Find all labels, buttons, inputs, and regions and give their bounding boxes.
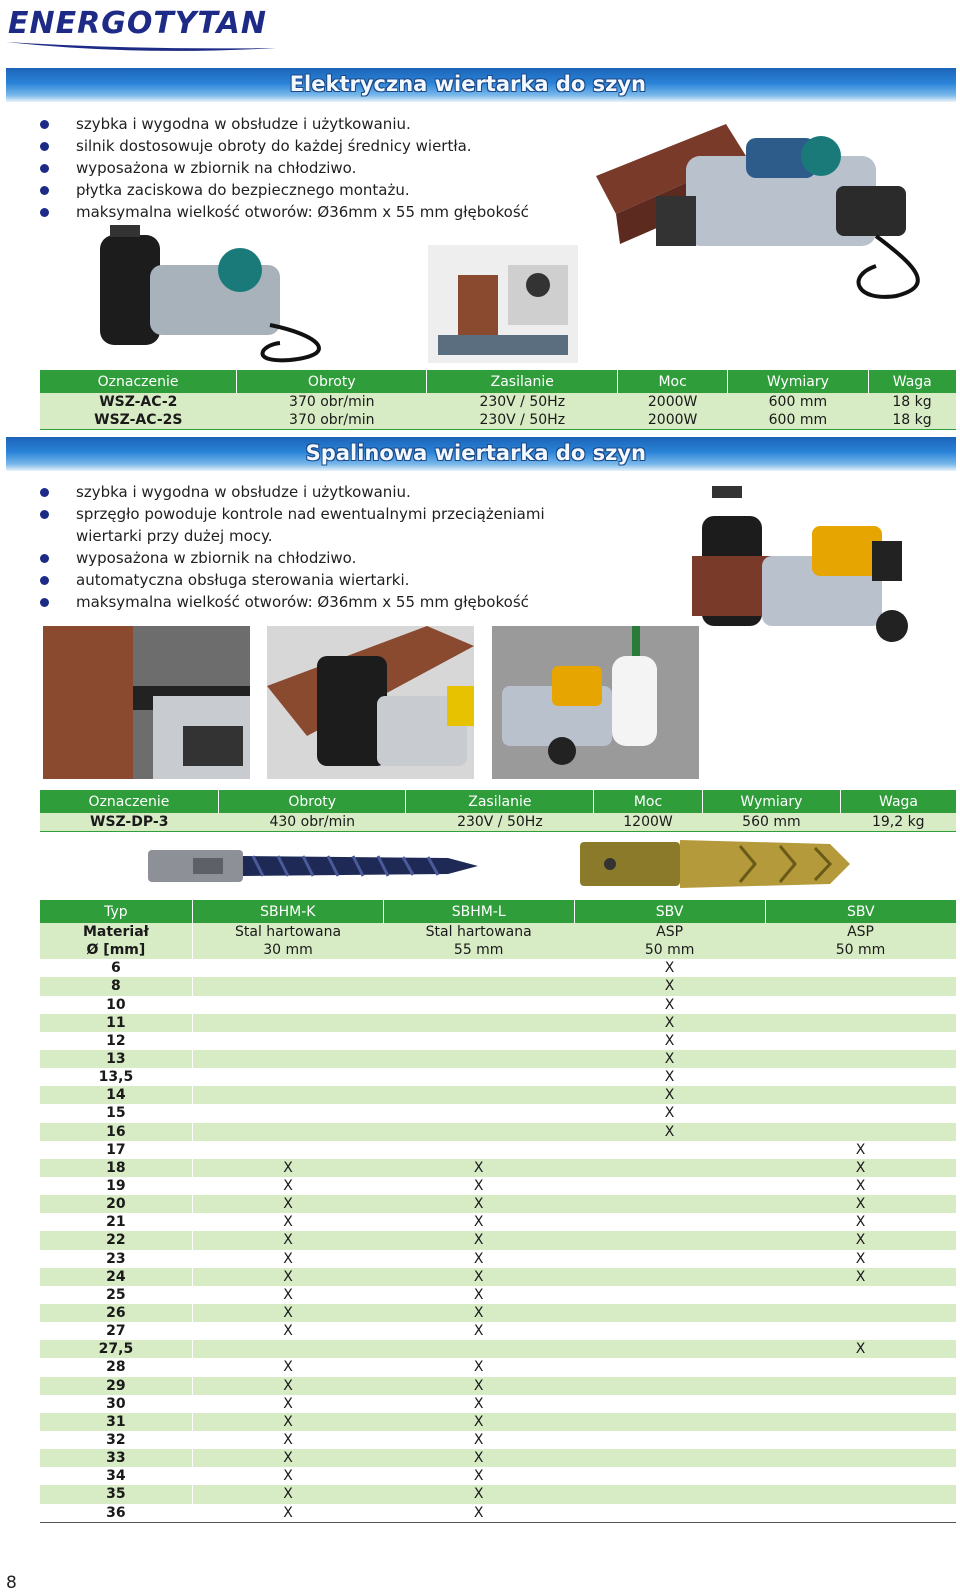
electric-drill-photo [596,116,941,302]
table-row [40,1068,956,1086]
diameter-cell: 30 [40,1395,192,1413]
column-header: SBV [574,900,765,923]
availability-cell [765,1050,956,1068]
section-title: Spalinowa wiertarka do szyn [305,441,646,465]
diameter-cell: 10 [40,996,192,1014]
availability-cell [383,1032,574,1050]
bullet-icon [40,164,49,173]
availability-cell [574,1159,765,1177]
availability-cell [574,1304,765,1322]
availability-cell: X [192,1377,383,1395]
table-row: Ø [mm] 30 mm 55 mm 50 mm 50 mm [40,941,956,959]
list-item: szybka i wygodna w obsłudze i użytkowaniu. [40,113,529,135]
diameter-cell: 27 [40,1322,192,1340]
diameter-cell: 31 [40,1413,192,1431]
list-item: automatyczna obsługa sterowania wiertarki. [40,569,545,591]
availability-cell [574,1322,765,1340]
table-row [40,1159,956,1177]
table-row [40,1050,956,1068]
drill-with-coolant-tank-photo [492,626,699,779]
availability-cell [192,1340,383,1358]
feature-list-combustion [40,481,545,613]
availability-cell: X [192,1395,383,1413]
table-row [40,1032,956,1050]
availability-cell [574,1177,765,1195]
availability-cell [192,1104,383,1122]
table-row [40,1395,956,1413]
availability-cell: X [192,1431,383,1449]
diameter-cell: 19 [40,1177,192,1195]
diameter-cell: 6 [40,959,192,977]
table-row [40,1377,956,1395]
section-banner-electric [6,68,956,102]
availability-cell: X [383,1304,574,1322]
bullet-icon [40,120,49,129]
availability-cell [574,1377,765,1395]
availability-cell: X [383,1231,574,1249]
list-item: płytka zaciskowa do bezpiecznego montażu. [40,179,529,201]
availability-cell: X [383,1485,574,1503]
table-row: WSZ-AC-2 370 obr/min 230V / 50Hz 2000W 600 mm 18 kg [40,393,956,411]
availability-cell: X [765,1268,956,1286]
table-row [40,1177,956,1195]
table-row: WSZ-AC-2S 370 obr/min 230V / 50Hz 2000W 600 mm 18 kg [40,411,956,430]
bullet-icon [40,510,49,519]
availability-cell: X [574,1104,765,1122]
table-row [40,1304,956,1322]
drill-on-rail-photo [267,626,474,779]
availability-cell [192,1014,383,1032]
availability-cell: X [383,1195,574,1213]
column-header: Obroty [237,370,427,393]
availability-cell [574,1431,765,1449]
availability-cell [765,1358,956,1376]
availability-cell [765,1413,956,1431]
diameter-cell: 20 [40,1195,192,1213]
availability-cell [574,1485,765,1503]
table-row [40,1250,956,1268]
availability-cell: X [765,1159,956,1177]
diameter-cell: 33 [40,1449,192,1467]
availability-cell [192,1086,383,1104]
diameter-cell: 35 [40,1485,192,1503]
diameter-cell: 12 [40,1032,192,1050]
diameter-cell: 29 [40,1377,192,1395]
list-item: maksymalna wielkość otworów: Ø36mm x 55 mm głębokość [40,201,529,223]
availability-cell: X [574,959,765,977]
diameter-cell: 24 [40,1268,192,1286]
diameter-cell: 14 [40,1086,192,1104]
availability-cell [574,1504,765,1523]
availability-cell: X [383,1413,574,1431]
diameter-cell: 34 [40,1467,192,1485]
table-row [40,996,956,1014]
bullet-icon [40,142,49,151]
list-item: wyposażona w zbiornik na chłodziwo. [40,157,529,179]
table-row: Materiał Stal hartowana Stal hartowana ASP ASP [40,923,956,941]
availability-cell [765,1304,956,1322]
table-row [40,1014,956,1032]
combustion-drill-photo [692,486,944,656]
drill-bits-table [40,900,956,1523]
column-header: SBV [765,900,956,923]
availability-cell: X [383,1268,574,1286]
availability-cell: X [765,1231,956,1249]
core-drill-bit-image [580,836,858,892]
availability-cell [383,1123,574,1141]
table-row [40,1086,956,1104]
availability-cell: X [765,1195,956,1213]
availability-cell [192,1123,383,1141]
brand-logo: ENERGOTYTAN [8,6,267,41]
availability-cell [383,1068,574,1086]
availability-cell [574,1358,765,1376]
table-row [40,1467,956,1485]
feature-list-electric [40,113,529,223]
column-header: SBHM-L [383,900,574,923]
diameter-cell: 26 [40,1304,192,1322]
availability-cell: X [574,1050,765,1068]
availability-cell [765,1377,956,1395]
diameter-cell: 27,5 [40,1340,192,1358]
table-row [40,1504,956,1523]
list-item: maksymalna wielkość otworów: Ø36mm x 55 mm głębokość [40,591,545,613]
table-row [40,959,956,977]
availability-cell [192,1068,383,1086]
diameter-cell: 21 [40,1213,192,1231]
table-row [40,1449,956,1467]
rail-setup-photo [428,245,578,363]
diameter-cell: 18 [40,1159,192,1177]
bullet-icon [40,554,49,563]
table-row [40,1340,956,1358]
availability-cell: X [765,1213,956,1231]
availability-cell: X [383,1322,574,1340]
diameter-cell: 22 [40,1231,192,1249]
availability-cell: X [574,1014,765,1032]
twist-drill-bit-image [148,844,478,888]
availability-cell: X [383,1377,574,1395]
availability-cell [192,1032,383,1050]
logo-swoosh [6,38,276,54]
availability-cell [574,1250,765,1268]
availability-cell [574,1231,765,1249]
availability-cell [383,1050,574,1068]
availability-cell: X [192,1358,383,1376]
availability-cell [765,1032,956,1050]
availability-cell [192,1050,383,1068]
diameter-cell: 11 [40,1014,192,1032]
column-header: Waga [868,370,956,393]
availability-cell [383,1014,574,1032]
availability-cell: X [574,977,765,995]
availability-cell: X [574,996,765,1014]
availability-cell: X [765,1141,956,1159]
diameter-cell: 13,5 [40,1068,192,1086]
bullet-icon [40,488,49,497]
availability-cell [765,996,956,1014]
bullet-icon [40,598,49,607]
column-header: Moc [594,790,703,813]
electric-drill-clamp-photo [90,225,340,365]
availability-cell: X [192,1304,383,1322]
availability-cell [765,1014,956,1032]
availability-cell [574,1395,765,1413]
availability-cell [574,1268,765,1286]
diameter-cell: 16 [40,1123,192,1141]
availability-cell: X [192,1286,383,1304]
availability-cell: X [383,1286,574,1304]
availability-cell [765,1086,956,1104]
column-header: SBHM-K [192,900,383,923]
table-row: WSZ-DP-3 430 obr/min 230V / 50Hz 1200W 560 mm 19,2 kg [40,813,956,832]
availability-cell [574,1340,765,1358]
list-item: wyposażona w zbiornik na chłodziwo. [40,547,545,569]
availability-cell: X [574,1123,765,1141]
table-row [40,1322,956,1340]
availability-cell [765,1104,956,1122]
availability-cell: X [574,1032,765,1050]
availability-cell: X [192,1159,383,1177]
availability-cell [192,1141,383,1159]
combustion-spec-table [40,790,956,832]
table-row [40,1358,956,1376]
bullet-icon [40,576,49,585]
availability-cell: X [192,1322,383,1340]
page-number: 8 [6,1573,17,1593]
list-item: sprzęgło powoduje kontrole nad ewentualnymi przeciążeniami [40,503,545,525]
table-row [40,1141,956,1159]
section-title: Elektryczna wiertarka do szyn [289,72,646,96]
drill-closeup-photo [43,626,250,779]
availability-cell: X [383,1395,574,1413]
availability-cell [574,1467,765,1485]
availability-cell [574,1449,765,1467]
availability-cell [574,1413,765,1431]
availability-cell: X [383,1213,574,1231]
availability-cell [574,1286,765,1304]
availability-cell: X [192,1467,383,1485]
availability-cell [383,1086,574,1104]
availability-cell [765,1431,956,1449]
availability-cell: X [383,1177,574,1195]
diameter-cell: 8 [40,977,192,995]
availability-cell [574,1141,765,1159]
column-header: Zasilanie [406,790,594,813]
table-row [40,1231,956,1249]
availability-cell: X [765,1250,956,1268]
diameter-cell: 17 [40,1141,192,1159]
diameter-cell: 32 [40,1431,192,1449]
availability-cell: X [192,1250,383,1268]
column-header: Obroty [218,790,406,813]
availability-cell: X [765,1177,956,1195]
availability-cell: X [192,1231,383,1249]
table-row [40,977,956,995]
availability-cell [383,959,574,977]
table-row [40,1485,956,1503]
table-row [40,1268,956,1286]
availability-cell [383,1104,574,1122]
availability-cell [192,977,383,995]
electric-spec-table [40,370,956,430]
diameter-cell: 25 [40,1286,192,1304]
availability-cell [765,1467,956,1485]
availability-cell: X [192,1504,383,1523]
availability-cell [765,1485,956,1503]
availability-cell [765,1068,956,1086]
column-header: Zasilanie [427,370,618,393]
section-banner-combustion [6,437,956,471]
availability-cell [765,1449,956,1467]
table-row [40,1213,956,1231]
availability-cell: X [192,1268,383,1286]
diameter-cell: 23 [40,1250,192,1268]
table-row [40,1413,956,1431]
table-row [40,1123,956,1141]
availability-cell [765,1395,956,1413]
availability-cell: X [574,1068,765,1086]
availability-cell [765,1286,956,1304]
table-row [40,1286,956,1304]
column-header: Oznaczenie [40,790,218,813]
availability-cell: X [765,1340,956,1358]
availability-cell: X [383,1467,574,1485]
availability-cell [192,996,383,1014]
availability-cell [765,1504,956,1523]
availability-cell: X [192,1413,383,1431]
column-header: Moc [618,370,728,393]
availability-cell: X [383,1449,574,1467]
list-item: szybka i wygodna w obsłudze i użytkowaniu. [40,481,545,503]
availability-cell [574,1195,765,1213]
availability-cell [383,1141,574,1159]
list-item: silnik dostosowuje obroty do każdej średnicy wiertła. [40,135,529,157]
availability-cell: X [192,1213,383,1231]
diameter-cell: 28 [40,1358,192,1376]
diameter-cell: 13 [40,1050,192,1068]
availability-cell [192,959,383,977]
availability-cell [765,1123,956,1141]
availability-cell: X [192,1449,383,1467]
availability-cell: X [383,1250,574,1268]
table-row [40,1195,956,1213]
list-item: wiertarki przy dużej mocy. [76,527,273,545]
column-header: Wymiary [728,370,868,393]
diameter-cell: 15 [40,1104,192,1122]
availability-cell [574,1213,765,1231]
availability-cell: X [192,1195,383,1213]
availability-cell [383,996,574,1014]
column-header: Typ [40,900,192,923]
table-row [40,1104,956,1122]
availability-cell [765,977,956,995]
bullet-icon [40,186,49,195]
availability-cell [765,1322,956,1340]
availability-cell [383,1340,574,1358]
diameter-cell: 36 [40,1504,192,1523]
availability-cell [383,977,574,995]
availability-cell: X [192,1177,383,1195]
column-header: Waga [841,790,956,813]
column-header: Wymiary [702,790,840,813]
table-row [40,1431,956,1449]
bullet-icon [40,208,49,217]
availability-cell: X [383,1358,574,1376]
availability-cell: X [383,1431,574,1449]
availability-cell: X [383,1504,574,1523]
availability-cell [765,959,956,977]
availability-cell: X [383,1159,574,1177]
column-header: Oznaczenie [40,370,237,393]
availability-cell: X [192,1485,383,1503]
availability-cell: X [574,1086,765,1104]
